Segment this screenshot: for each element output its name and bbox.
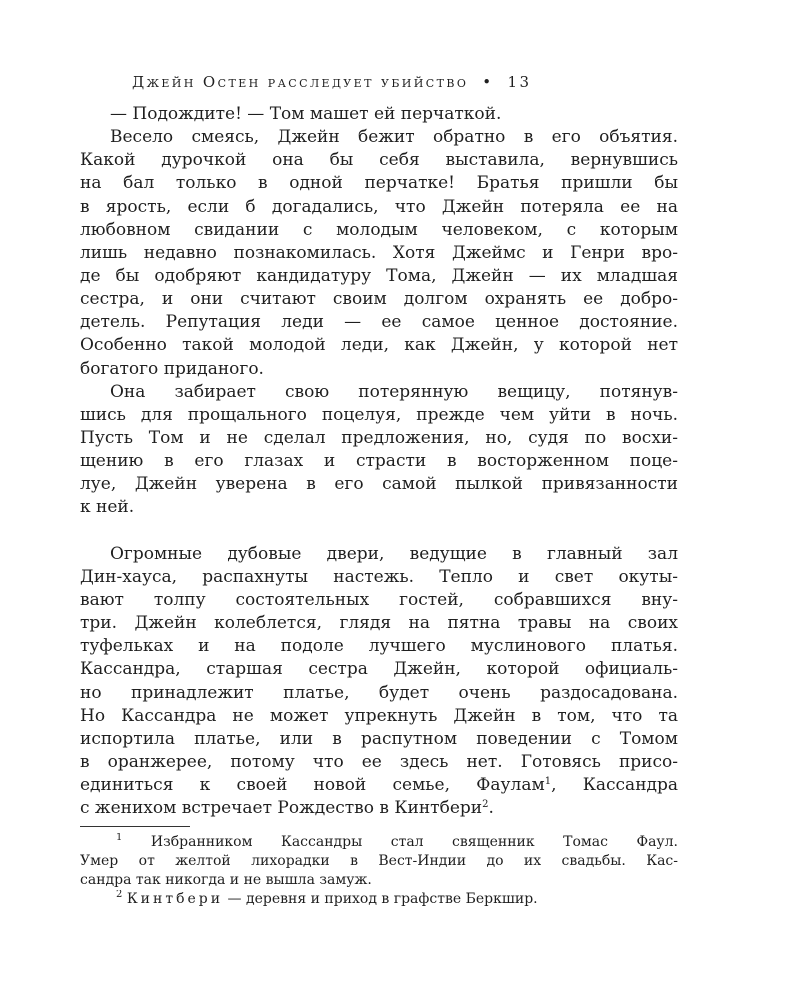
text-line: в ярость, если б догадались, что Джейн потеряла ее на xyxy=(80,196,678,217)
header-separator: • xyxy=(482,73,494,91)
text-line: Какой дурочкой она бы себя выставила, вернувшись xyxy=(80,150,678,171)
footnote-term: Кинтбери xyxy=(126,891,224,907)
text-line: вают толпу состоятельных гостей, собравшихся вну- xyxy=(80,589,678,610)
text-line: — Подождите! — Том машет ей перчаткой. xyxy=(110,104,502,124)
footnote-text: Избранником Кассандры стал священник Томас Фаул. xyxy=(150,834,678,850)
text-line: щению в его глазах и страсти в восторженном поце- xyxy=(80,451,678,472)
text-line: де бы одобряют кандидатуру Тома, Джейн — их младшая xyxy=(80,265,678,286)
book-page xyxy=(80,0,678,1000)
footnote-2-line xyxy=(80,890,678,909)
text-line: Дин-хауса, распахнуты настежь. Тепло и свет окуты- xyxy=(80,566,678,587)
text-fragment: с женихом встречает Рождество в Кинтбери xyxy=(80,798,483,819)
footnotes xyxy=(80,833,678,909)
text-line: лишь недавно познакомилась. Хотя Джеймс и Генри вро- xyxy=(80,242,678,263)
footnote-1-line: сандра так никогда и не вышла замуж. xyxy=(80,872,372,888)
text-line xyxy=(80,797,678,820)
text-line: три. Джейн колеблется, глядя на пятна травы на своих xyxy=(80,613,678,634)
text-line: но принадлежит платье, будет очень раздосадована. xyxy=(80,682,678,703)
main-text xyxy=(80,103,678,820)
text-line: туфельках и на подоле лучшего муслинового платья. xyxy=(80,636,678,657)
footnote-1-line: Умер от желтой лихорадки в Вест-Индии до их свадьбы. Кас- xyxy=(80,853,678,869)
running-header xyxy=(132,70,704,94)
text-line xyxy=(80,774,678,797)
running-title: Джейн Остен расследует убийство xyxy=(132,73,469,91)
section-break xyxy=(80,520,678,543)
text-line: на бал только в одной перчатке! Братья пришли бы xyxy=(80,173,678,194)
text-fragment: единиться к своей новой семье, Фаулам xyxy=(80,775,545,796)
footnote-ref-1[interactable]: 1 xyxy=(544,776,552,788)
text-line: богатого приданого. xyxy=(80,358,264,379)
text-fragment: . xyxy=(488,798,494,819)
text-line: Кассандра, старшая сестра Джейн, которой официаль- xyxy=(80,659,678,680)
text-line: в оранжерее, потому что ее здесь нет. Готовясь присо- xyxy=(80,751,678,772)
text-line: шись для прощального поцелуя, прежде чем уйти в ночь. xyxy=(80,404,678,425)
text-line: Особенно такой молодой леди, как Джейн, у которой нет xyxy=(80,335,678,356)
text-line: Она забирает свою потерянную вещицу, потянув- xyxy=(110,381,678,402)
text-line: любовном свидании с молодым человеком, с которым xyxy=(80,219,678,240)
footnote-mark-2: 2 xyxy=(116,890,123,900)
footnote-text: — деревня и приход в графстве Беркшир. xyxy=(223,891,538,907)
footnote-mark-1: 1 xyxy=(116,833,123,843)
text-line: Весело смеясь, Джейн бежит обратно в его объятия. xyxy=(110,127,678,148)
text-line: луе, Джейн уверена в его самой пылкой привязанности xyxy=(80,474,678,495)
text-line: Пусть Том и не сделал предложения, но, судя по восхи- xyxy=(80,427,678,448)
text-line: сестра, и они считают своим долгом охранять ее добро- xyxy=(80,289,678,310)
text-line: испортила платье, или в распутном поведении с Томом xyxy=(80,728,678,749)
footnote-ref-2[interactable]: 2 xyxy=(482,799,489,811)
text-line: к ней. xyxy=(80,497,135,518)
text-line: Но Кассандра не может упрекнуть Джейн в том, что та xyxy=(80,705,678,726)
footnote-divider xyxy=(80,826,190,827)
text-line: детель. Репутация леди — ее самое ценное достояние. xyxy=(80,312,678,333)
text-line: Огромные дубовые двери, ведущие в главный зал xyxy=(110,543,678,564)
page-number: 13 xyxy=(507,73,532,91)
text-fragment: , Кассандра xyxy=(551,775,678,796)
footnote-1-line xyxy=(80,833,678,852)
